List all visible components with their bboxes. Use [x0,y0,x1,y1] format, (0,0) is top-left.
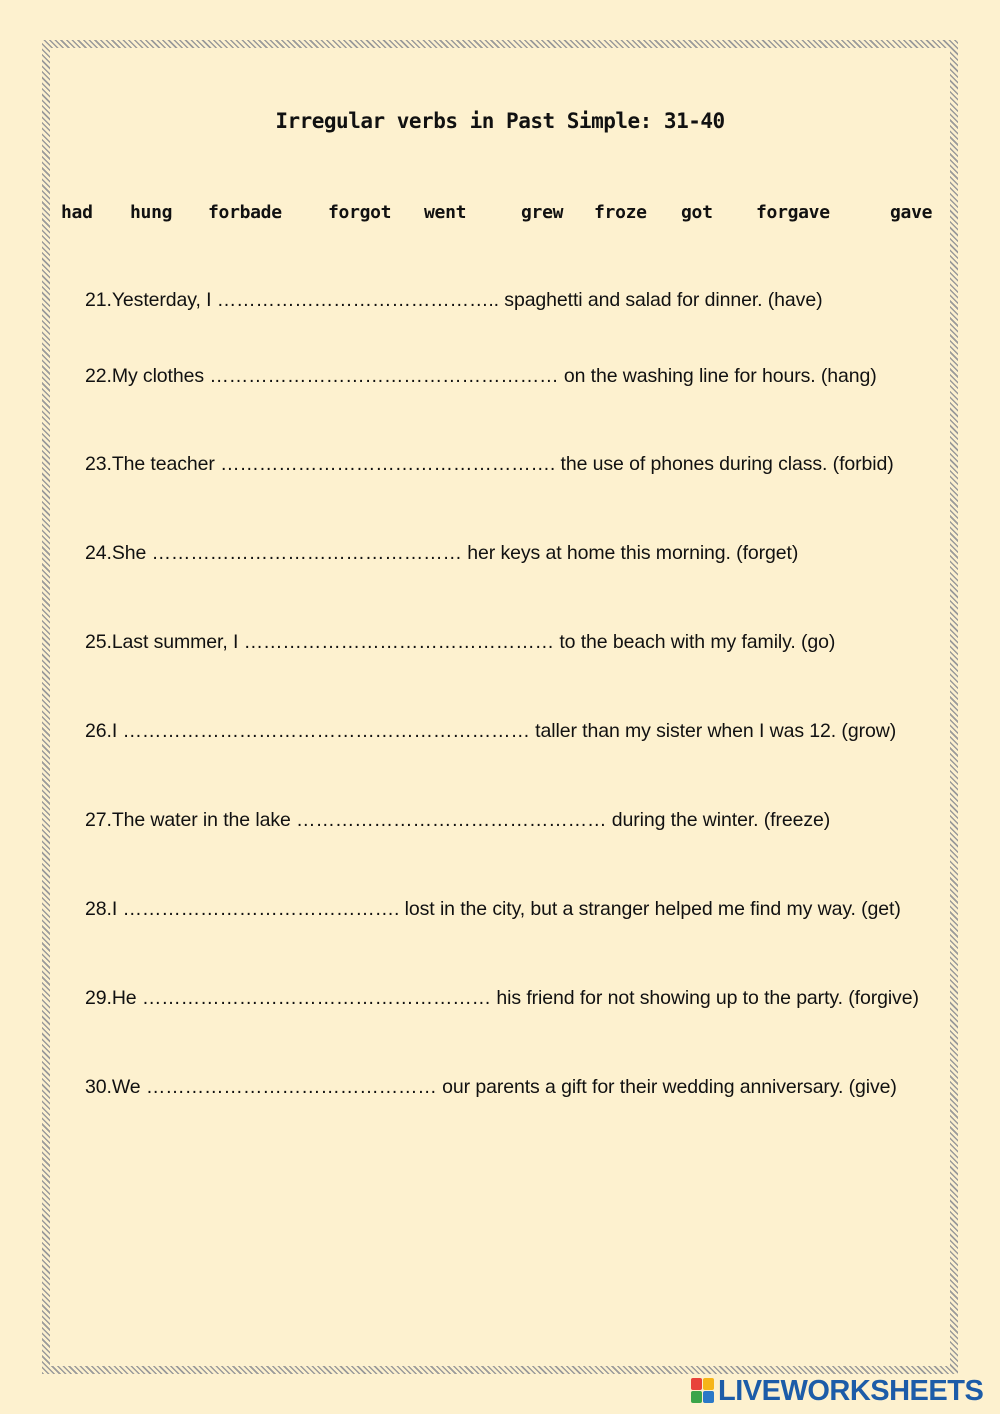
exercise-item [85,631,835,654]
word-bank-item: forbade [208,202,282,223]
exercise-item [85,987,919,1010]
exercise-item [85,809,830,832]
exercise-item [85,898,901,921]
logo-square [703,1378,714,1390]
logo-square [703,1391,714,1403]
exercise-number: 27. [85,809,112,831]
exercise-item [85,542,798,565]
page-border [42,40,958,1374]
word-bank-item: forgot [328,202,392,223]
exercise-number: 24. [85,542,112,564]
logo-square [691,1378,702,1390]
word-bank-item: froze [594,202,647,223]
exercise-text: I ……………………………………. lost in the city, but a stranger helped me find my way. (get) [111,898,901,920]
exercise-text: My clothes ……………………………………………… on the washing line for hours. (hang) [111,365,877,387]
exercise-number: 22. [85,365,112,387]
exercise-number: 30. [85,1076,112,1098]
word-bank-item: went [424,202,467,223]
exercise-text: Yesterday, I …………………………………….. spaghetti and salad for dinner. (have) [111,289,823,311]
exercise-number: 21. [85,289,112,311]
exercise-number: 25. [85,631,112,653]
logo-text: LIVEWORKSHEETS [718,1374,984,1407]
word-bank-item: hung [130,202,173,223]
worksheet-title: Irregular verbs in Past Simple: 31-40 [275,109,725,133]
exercise-item [85,365,877,388]
exercise-item [85,1076,897,1099]
word-bank-item: grew [521,202,564,223]
exercise-item [85,720,896,743]
exercise-number: 26. [85,720,112,742]
exercise-item [85,289,822,312]
exercise-text: The teacher ……………………………………………. the use of phones during class. (forbid) [111,453,894,475]
word-bank-item: had [61,202,93,223]
exercise-text: She ………………………………………… her keys at home this morning. (forget) [111,542,799,564]
exercise-number: 29. [85,987,112,1009]
word-bank-item: gave [890,202,933,223]
exercise-text: Last summer, I ………………………………………… to the beach with my family. (go) [111,631,836,653]
word-bank-item: forgave [756,202,830,223]
exercise-number: 23. [85,453,112,475]
exercise-text: I ……………………………………………………… taller than my sister when I was 12. (grow) [111,720,897,742]
exercise-text: He ……………………………………………… his friend for not showing up to the party. (forgive) [111,987,919,1009]
exercise-text: The water in the lake ………………………………………… during the winter. (freeze) [111,809,831,831]
liveworksheets-logo[interactable] [691,1376,983,1406]
word-bank-item: got [681,202,713,223]
logo-square [691,1391,702,1403]
exercise-item [85,453,894,476]
exercise-number: 28. [85,898,112,920]
exercise-text: We ……………………………………… our parents a gift for their wedding anniversary. (give) [111,1076,897,1098]
liveworksheets-logo-icon [691,1378,715,1404]
